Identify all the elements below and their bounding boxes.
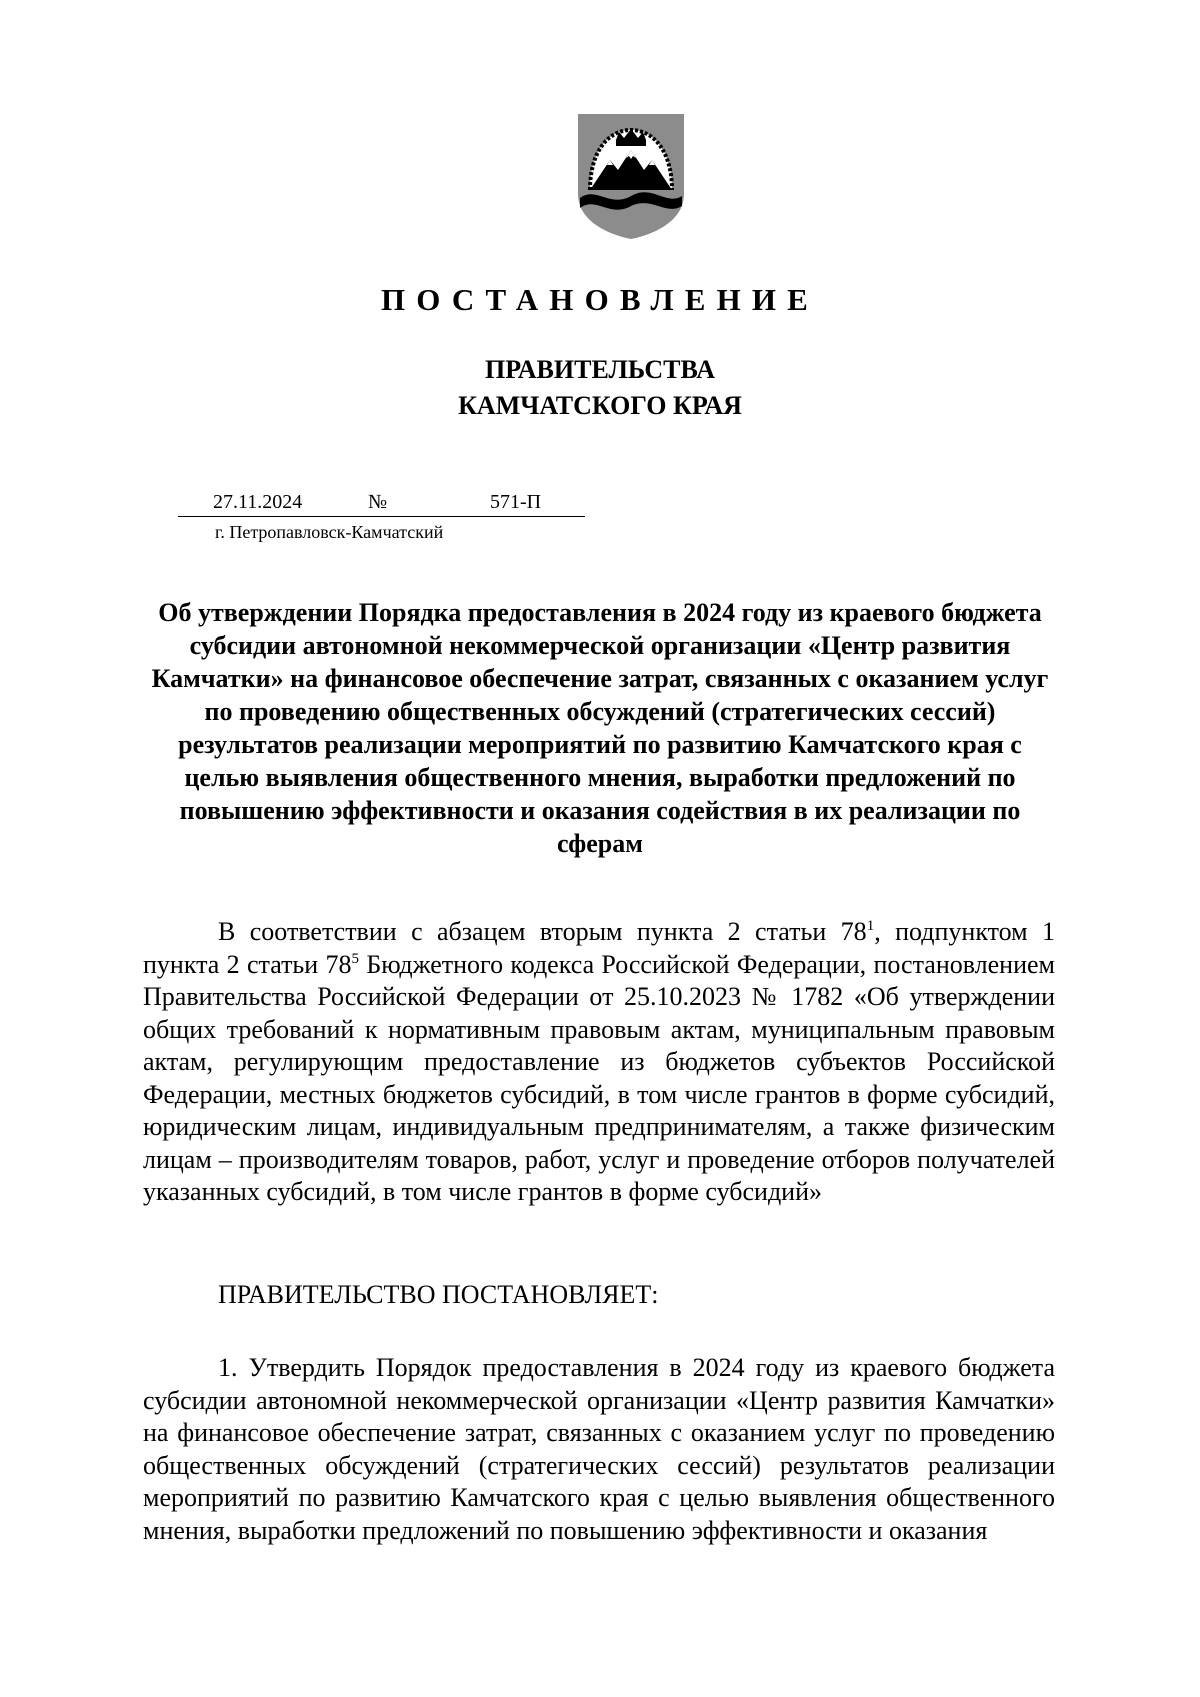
coat-of-arms-icon	[576, 112, 686, 240]
resolution-statement: ПРАВИТЕЛЬСТВО ПОСТАНОВЛЯЕТ:	[218, 1280, 659, 1309]
document-number: 571-П	[490, 491, 542, 513]
authority-line-1: ПРАВИТЕЛЬСТВА	[485, 355, 715, 384]
preamble-superscript-1: 1	[866, 918, 875, 934]
preamble-text-2: , подпунктом 1 пункта 2 статьи 78	[143, 917, 1055, 979]
preamble-text-3: Бюджетного кодекса Российской Федерации, постановлением Правительства Российской Федерации от 25.10.2023 № 1782 «Об утверждении общих требований к нормативным правовым актам, муниципальным правовым актам, регулирующим предоставление из бюджетов субъектов Российской Федерации, местных бюджетов субсидий, в том числе грантов в форме субсидий, юридическим лицам, индивидуальным предпринимателям, а также физическим лицам – производителям товаров, работ, услуг и проведение отборов получателей указанных субсидий, в том числе грантов в форме субсидий»	[143, 949, 1055, 1206]
document-date: 27.11.2024	[213, 491, 303, 513]
preamble-text-1: В соответствии с абзацем вторым пункта 2 статьи 78	[218, 917, 867, 946]
authority-line-2: КАМЧАТСКОГО КРАЯ	[458, 391, 742, 420]
number-sign: №	[368, 491, 388, 513]
preamble-paragraph	[143, 916, 1055, 1209]
issuing-authority	[0, 352, 1200, 424]
issuing-city: г. Петропавловск-Камчатский	[215, 522, 444, 542]
item-1-paragraph: 1. Утвердить Порядок предоставления в 2024 году из краевого бюджета субсидии автономной некоммерческой организации «Центр развития Камчатки» на финансовое обеспечение затрат, связанных с оказанием услуг по проведению общественных обсуждений (стратегических сессий) результатов реализации мероприятий по развитию Камчатского края с целью выявления общественного мнения, выработки предложений по повышению эффективности и оказания	[143, 1353, 1055, 1545]
preamble-superscript-2: 5	[351, 950, 360, 967]
document-title: Об утверждении Порядка предоставления в 2024 году из краевого бюджета субсидии автономной некоммерческой организации «Центр развития Камчатки» на финансовое обеспечение затрат, связанных с оказанием услуг по проведению общественных обсуждений (стратегических сессий) результатов реализации мероприятий по развитию Камчатского края с целью выявления общественного мнения, выработки предложений по повышению эффективности и оказания содействия в их реализации по сферам	[151, 598, 1049, 858]
document-type-heading: ПОСТАНОВЛЕНИЕ	[381, 282, 819, 317]
registration-line	[178, 490, 585, 517]
